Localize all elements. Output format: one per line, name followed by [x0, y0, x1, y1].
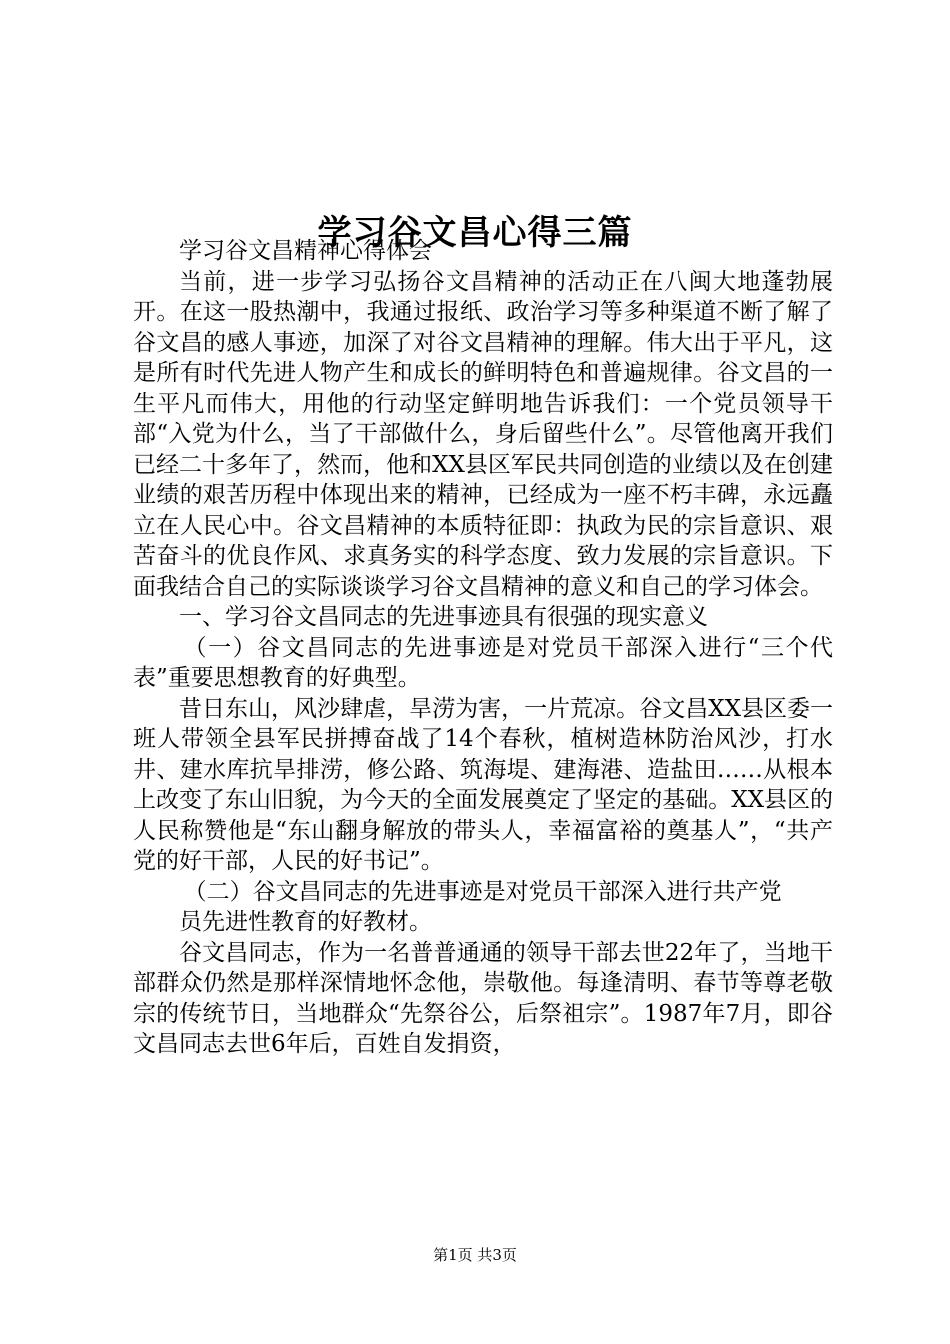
- subsection-heading-2: （二）谷文昌同志的先进事迹是对党员干部深入进行共产党: [183, 878, 782, 905]
- document-title: 学习谷文昌心得三篇: [317, 212, 633, 253]
- body-paragraph-memorial: 谷文昌同志，作为一名普普通通的领导干部去世22年了，当地干部群众仍然是那样深情地怀念他，崇敬他。每逢清明、春节等尊老敬宗的传统节日，当地群众“先祭谷公，后祭祖宗”。1987年7月，即谷文昌同志去世6年后，百姓自发捐资，: [133, 939, 833, 1057]
- intro-paragraph: 当前，进一步学习弘扬谷文昌精神的活动正在八闽大地蓬勃展开。在这一股热潮中，我通过报纸、政治学习等多种渠道不断了解了谷文昌的感人事迹，加深了对谷文昌精神的理解。伟大出于平凡，这是所有时代先进人物产生和成长的鲜明特色和普遍规律。谷文昌的一生平凡而伟大，用他的行动坚定鲜明地告诉我们：一个党员领导干部“入党为什么，当了干部做什么，身后留些什么”。尽管他离开我们已经二十多年了，然而，他和XX县区军民共同创造的业绩以及在创建业绩的艰苦历程中体现出来的精神，已经成为一座不朽丰碑，永远矗立在人民心中。谷文昌精神的本质特征即：执政为民的宗旨意识、艰苦奋斗的优良作风、求真务实的科学态度、致力发展的宗旨意识。下面我结合自己的实际谈谈学习谷文昌精神的意义和自己的学习体会。: [133, 268, 833, 600]
- subsection-heading-2-cont: 员先进性教育的好教材。: [179, 909, 432, 935]
- subsection-heading-1: （一）谷文昌同志的先进事迹是对党员干部深入进行“三个代表”重要思想教育的好典型。: [133, 634, 833, 691]
- subtitle-paragraph: 学习谷文昌精神心得体会: [179, 238, 432, 264]
- section-heading-1: 一、学习谷文昌同志的先进事迹具有很强的现实意义: [179, 604, 708, 630]
- page-number-footer: 第1页 共3页: [433, 1246, 517, 1264]
- document-body: [133, 236, 833, 1060]
- body-paragraph-dongshan: 昔日东山，风沙肆虐，旱涝为害，一片荒凉。谷文昌XX县区委一班人带领全县军民拼搏奋战了14个春秋，植树造林防治风沙，打水井、建水库抗旱排涝，修公路、筑海堤、建海港、造盐田……从根本上改变了东山旧貌，为今天的全面发展奠定了坚定的基础。XX县区的人民称赞他是“东山翻身解放的带头人，幸福富裕的奠基人”，“共产党的好干部，人民的好书记”。: [133, 695, 833, 874]
